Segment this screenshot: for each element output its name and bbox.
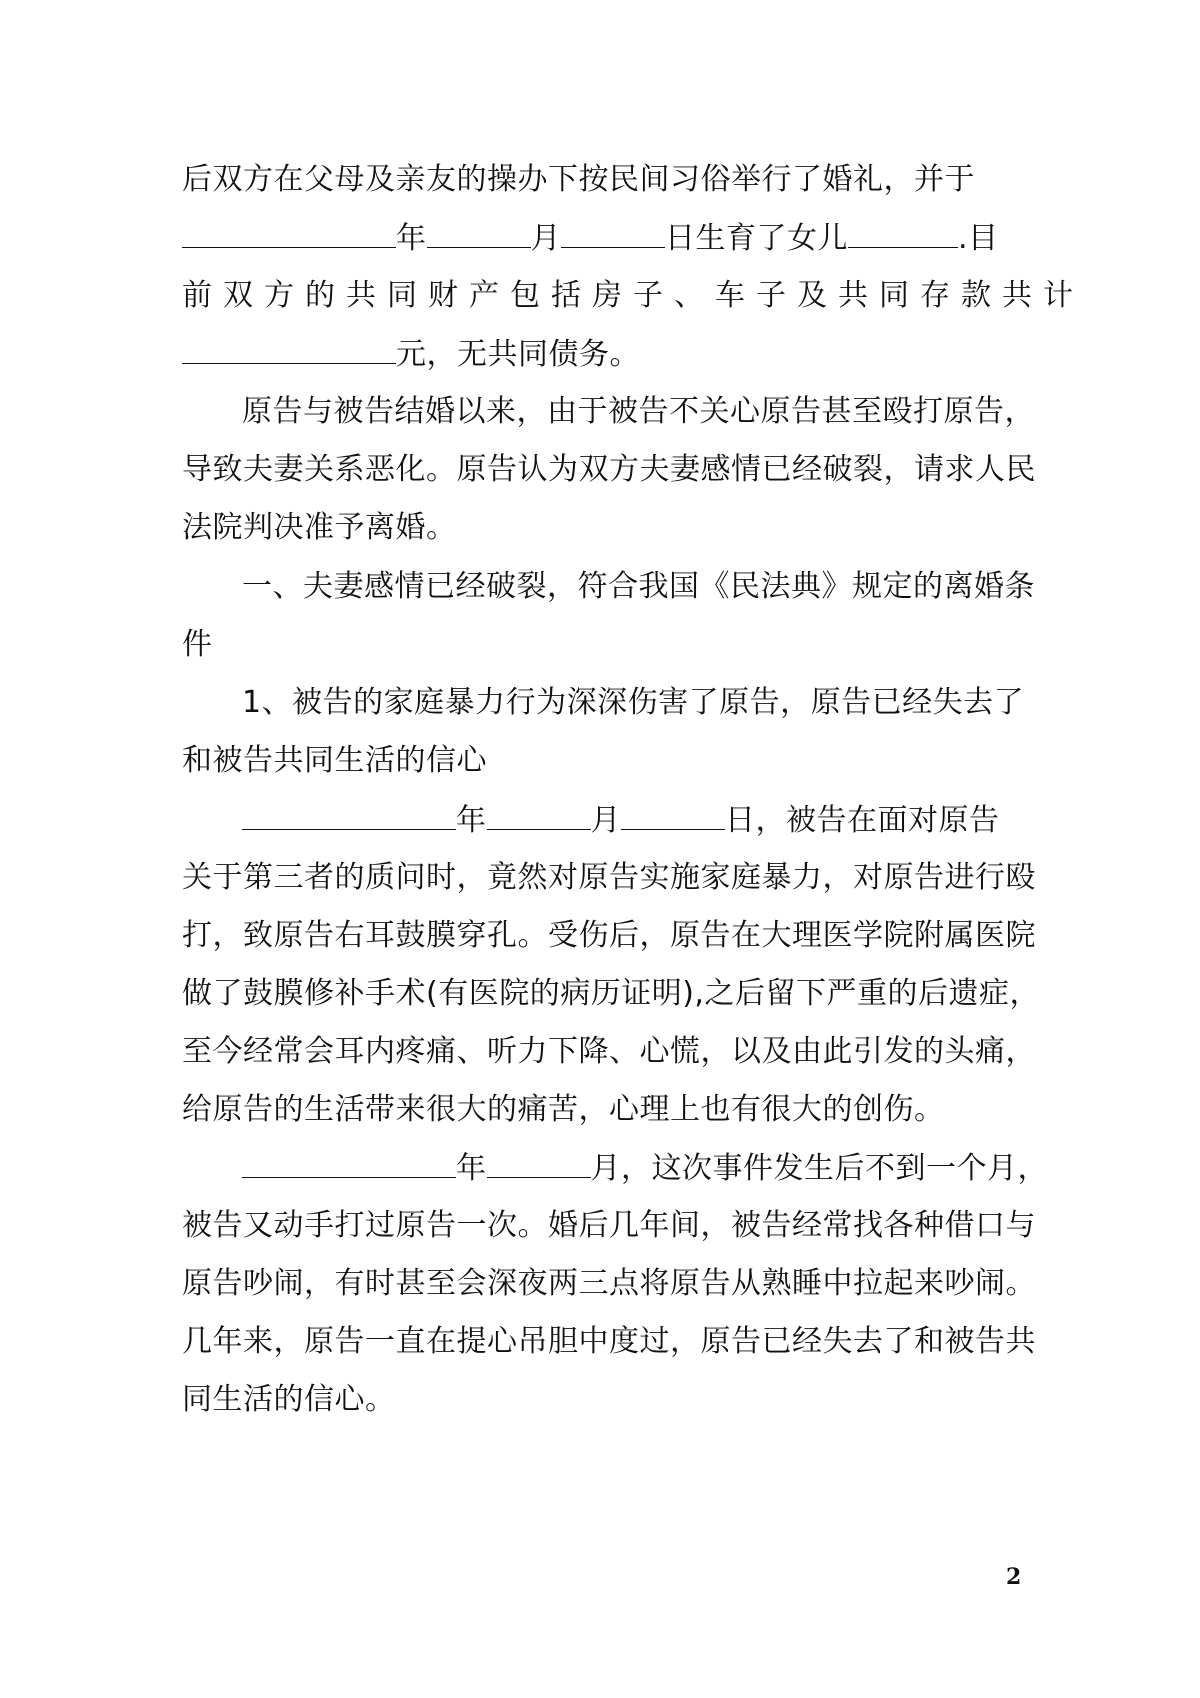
text-line: 关于第三者的质问时，竟然对原告实施家庭暴力，对原告进行殴 xyxy=(182,860,1036,895)
page-number: 2 xyxy=(1006,1564,1022,1590)
date-blank-line: 年 月，这次事件发生后不到一个月， xyxy=(242,1143,1028,1193)
section-heading: 一、夫妻感情已经破裂，符合我国《民法典》规定的离婚条 xyxy=(242,569,1035,604)
text-line: 原告吵闹，有时甚至会深夜两三点将原告从熟睡中拉起来吵闹。 xyxy=(182,1266,1036,1301)
text-line: 几年来，原告一直在提心吊胆中度过，原告已经失去了和被告共 xyxy=(182,1324,1036,1359)
blank-month xyxy=(487,795,591,830)
subsection-heading-cont: 和被告共同生活的信心 xyxy=(182,743,487,778)
text-line: 做了鼓膜修补手术(有医院的病历证明),之后留下严重的后遗症， xyxy=(182,976,1040,1011)
text-line: 法院判决准予离婚。 xyxy=(182,510,457,545)
date-blank-line: 年 月 日，被告在面对原告 xyxy=(242,795,1028,845)
blank-day xyxy=(621,795,725,830)
blank-year xyxy=(242,1143,456,1178)
text-line: 前双方的共同财产包括房子、车子及共同存款共计 xyxy=(182,278,1084,313)
blank-amount xyxy=(182,329,396,364)
amount-blank-line: 元，无共同债务。 xyxy=(182,329,1028,379)
text-line: 给原告的生活带来很大的痛苦，心理上也有很大的创伤。 xyxy=(182,1092,945,1127)
blank-daughter-name xyxy=(848,213,958,248)
text-line: 至今经常会耳内疼痛、听力下降、心慌，以及由此引发的头痛， xyxy=(182,1034,1036,1069)
text-line: 同生活的信心。 xyxy=(182,1382,396,1417)
text-line: 导致夫妻关系恶化。原告认为双方夫妻感情已经破裂，请求人民 xyxy=(182,452,1036,487)
blank-month xyxy=(427,213,531,248)
date-blank-line: 年 月 日生育了女儿 .目 xyxy=(182,213,1028,263)
blank-year xyxy=(182,213,396,248)
text-line: 打，致原告右耳鼓膜穿孔。受伤后，原告在大理医学院附属医院 xyxy=(182,918,1036,953)
section-heading-cont: 件 xyxy=(182,627,213,662)
blank-day xyxy=(561,213,665,248)
text-line: 后双方在父母及亲友的操办下按民间习俗举行了婚礼，并于 xyxy=(182,162,975,197)
text-line: 被告又动手打过原告一次。婚后几年间，被告经常找各种借口与 xyxy=(182,1208,1036,1243)
paragraph-start: 原告与被告结婚以来，由于被告不关心原告甚至殴打原告， xyxy=(242,394,1035,429)
blank-year xyxy=(242,795,456,830)
blank-month xyxy=(487,1143,591,1178)
subsection-heading: 1、被告的家庭暴力行为深深伤害了原告，原告已经失去了 xyxy=(242,685,1025,720)
